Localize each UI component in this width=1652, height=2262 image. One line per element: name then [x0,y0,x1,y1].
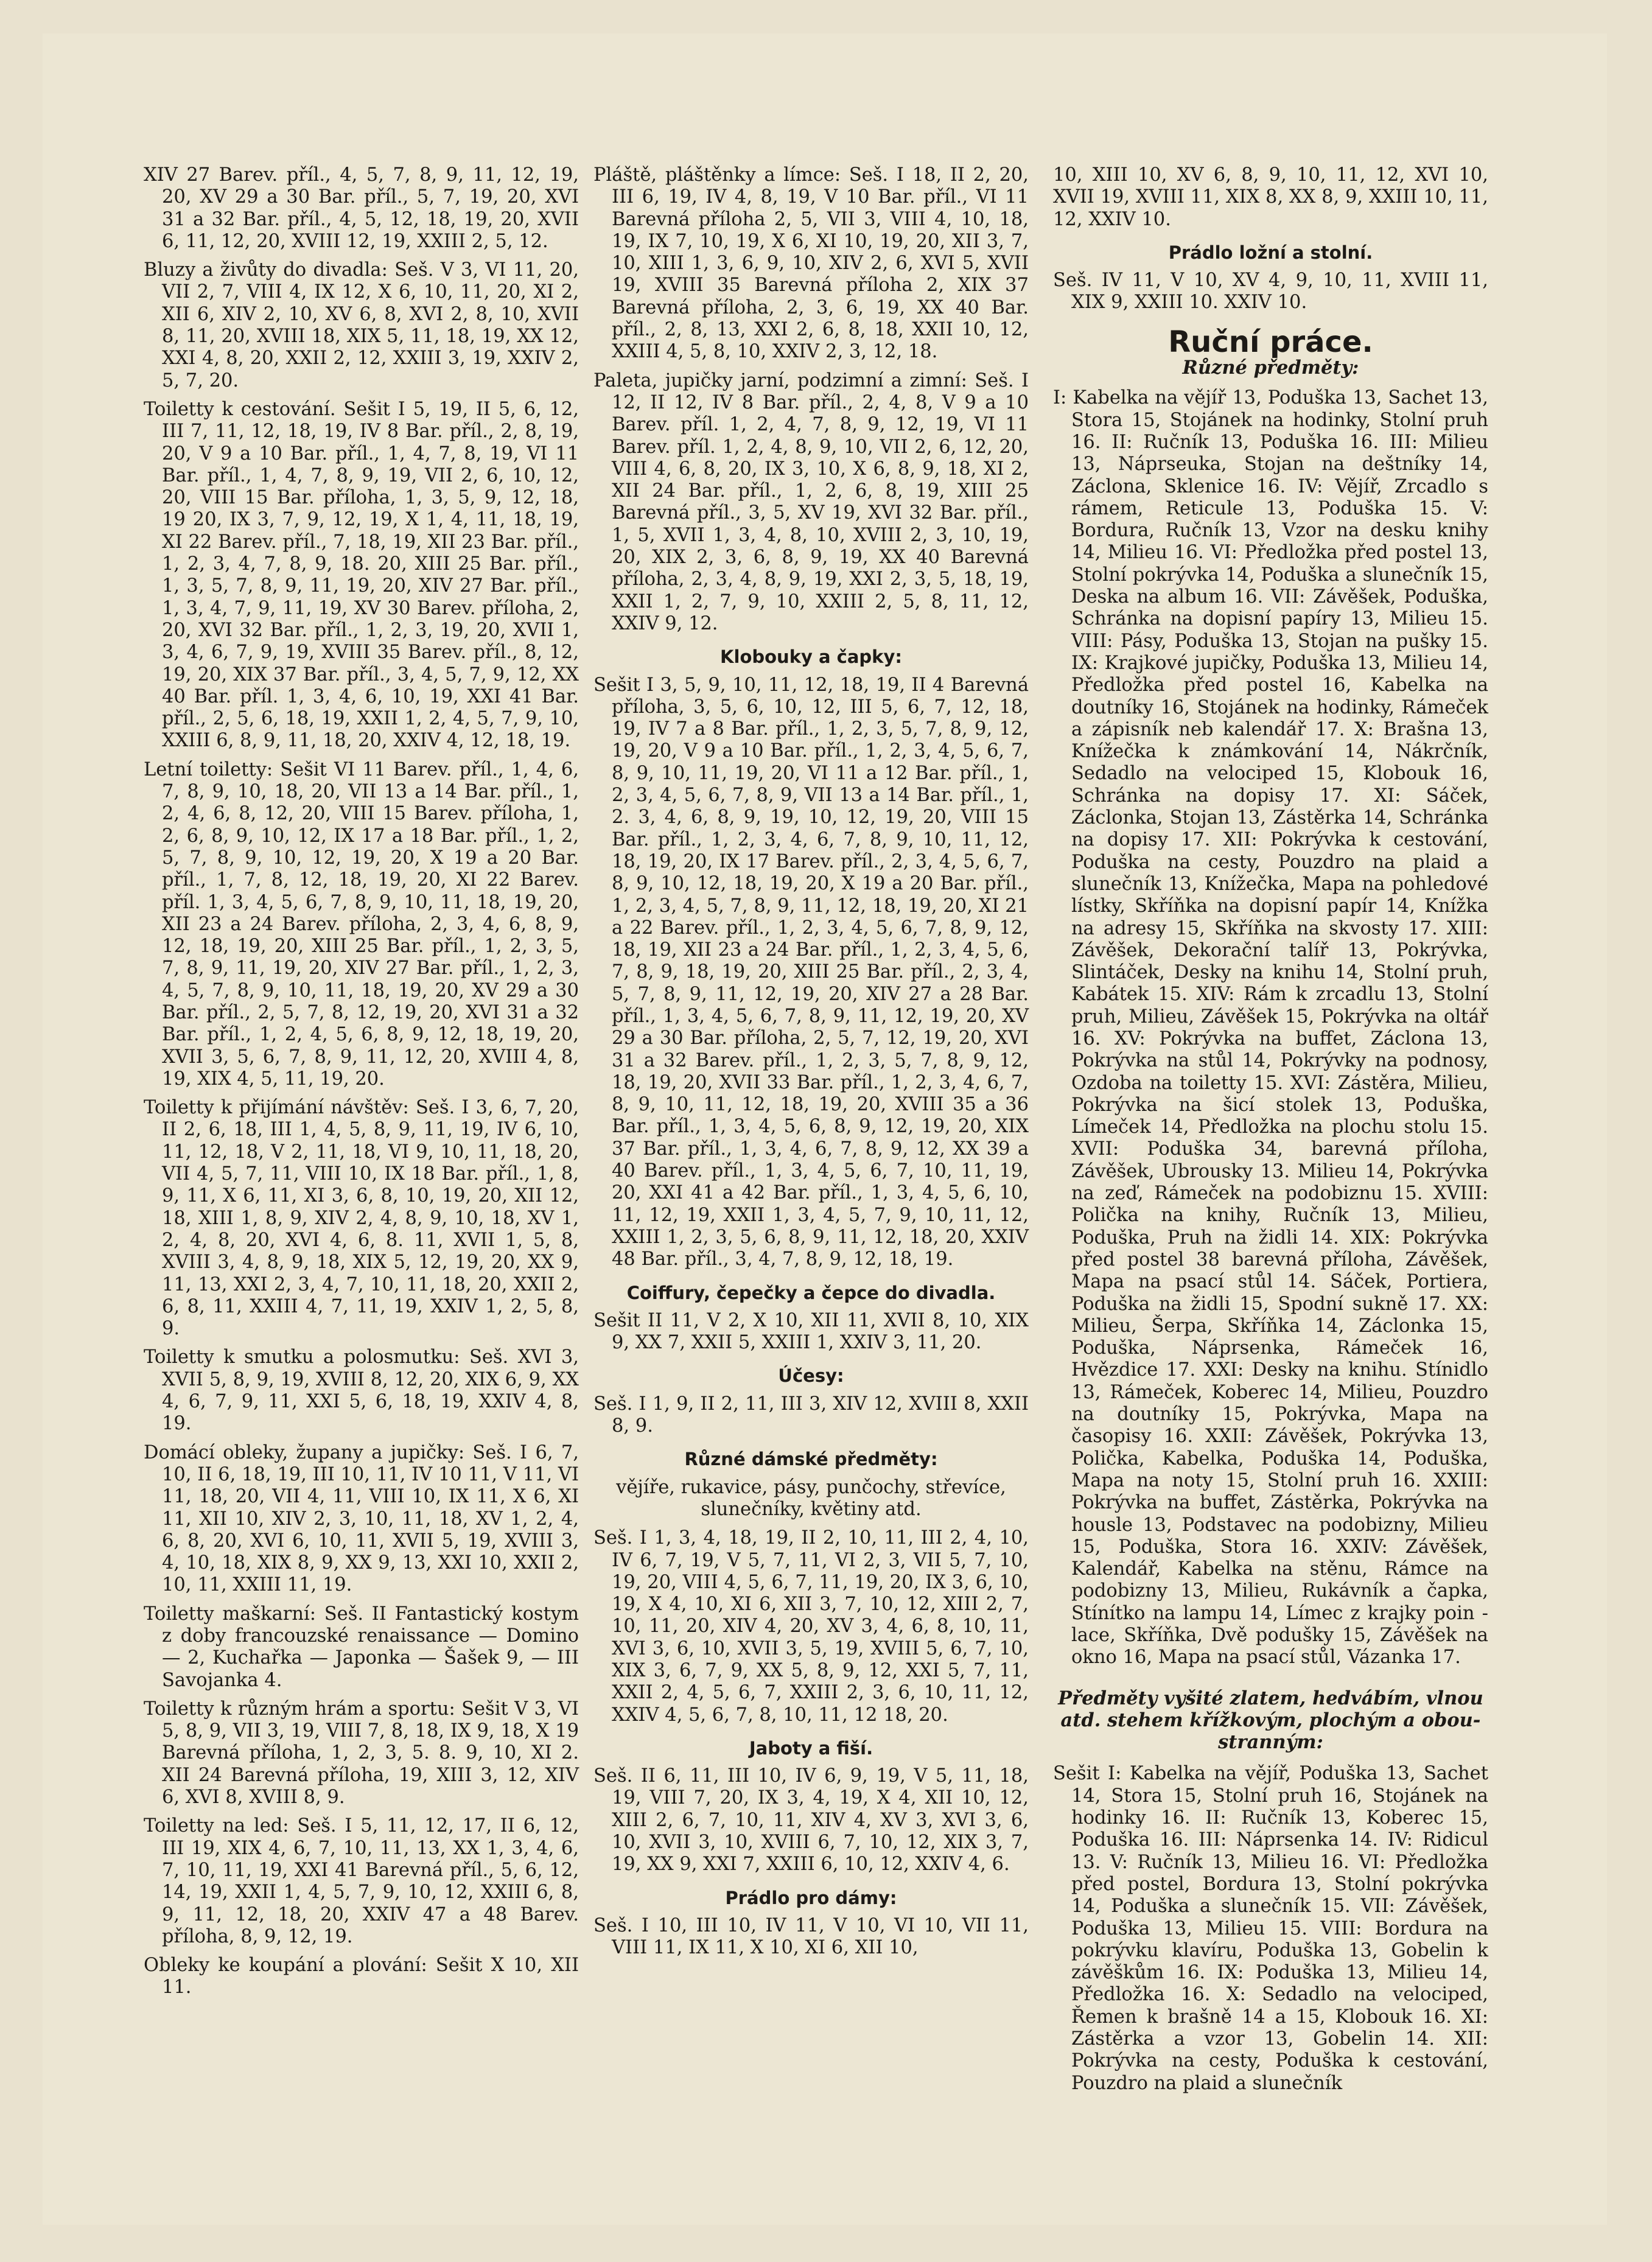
index-entry: Toiletty k přijímání návštěv: Seš. I 3, 6, 7, 20, II 2, 6, 18, III 1, 4, 5, 8, 9, 11, 19, IV 6, 10, 11, 12, 18, V 2, 11, 18, VI 9, 10, 11, 18, 20, VII 4, 5, 7, 11, VIII 10, IX 18 Bar. příl., 1, 8, 9, 11, X 6, 11, XI 3, 6, 8, 10, 19, 20, XII 12, 18, XIII 1, 8, 9, XIV 2, 4, 8, 9, 10, 18, XV 1, 2, 4, 8, 20, XVI 4, 6, 8. 11, XVII 1, 5, 8, XVIII 3, 4, 8, 9, 18, XIX 5, 12, 19, 20, XX 9, 11, 13, XXI 2, 3, 4, 7, 10, 11, 18, 20, XXII 2, 6, 8, 11, XXIII 4, 7, 11, 19, XXIV 1, 2, 5, 8, 9. [144,1097,579,1340]
section-heading-ucesy: Účesy: [778,1365,844,1387]
index-entry: Toiletty maškarní: Seš. II Fantastický kostym z doby francouzské renaissance — Domino — 2, Kuchařka — Japonka — Šašek 9, — III Savojanka 4. [144,1603,579,1691]
index-entry: Pláště, pláštěnky a límce: Seš. I 18, II 2, 20, III 6, 19, IV 4, 8, 19, V 10 Bar. příl., VI 11 Barevná příloha 2, 5, VII 3, VIII 4, 10, 18, 19, IX 7, 10, 19, X 6, XI 10, 19, 20, XII 3, 7, 10, XIII 1, 3, 6, 9, 10, XIV 2, 6, XVI 5, XVII 19, XVIII 35 Barevná příloha 2, XIX 37 Barevná příloha, 2, 3, 6, 19, XX 40 Bar. příl., 2, 8, 13, XXI 2, 6, 8, 18, XXII 10, 12, XXIII 4, 5, 8, 10, XXIV 2, 3, 12, 18. [593,164,1029,363]
index-entry: Sešit II 11, V 2, X 10, XII 11, XVII 8, 10, XIX 9, XX 7, XXII 5, XXIII 1, XXIV 3, 11, 20. [593,1309,1029,1354]
index-entry: Seš. IV 11, V 10, XV 4, 9, 10, 11, XVIII 11, XIX 9, XXIII 10. XXIV 10. [1053,270,1488,313]
section-heading-rucni-prace: Ruční práce. [1168,324,1373,359]
section-subtitle-vysite: Předměty vyšité zlatem, hedvábím, vlnou atd. stehem křížkovým, plochým a obou- stranným: [1058,1687,1483,1754]
index-page [43,33,1607,2225]
section-heading-klobouky: Klobouky a čapky: [720,646,902,668]
index-entry: 10, XIII 10, XV 6, 8, 9, 10, 11, 12, XVI 10, XVII 19, XVIII 11, XIX 8, XX 8, 9, XXIII 10, 11, 12, XXIV 10. [1053,164,1488,230]
section-subtitle: vějíře, rukavice, pásy, punčochy, střevíce, slunečníky, květiny atd. [616,1476,1006,1520]
index-entry: Seš. I 10, III 10, IV 11, V 10, VI 10, VII 11, VIII 11, IX 11, X 10, XI 6, XII 10, [593,1914,1029,1959]
index-entry: Toiletty k smutku a polosmutku: Seš. XVI 3, XVII 5, 8, 9, 19, XVIII 8, 12, 20, XIX 6, 9, XX 4, 6, 7, 9, 11, XXI 5, 6, 18, 19, XXIV 4, 8, 19. [144,1346,579,1435]
index-entry: Toiletty k cestování. Sešit I 5, 19, II 5, 6, 12, III 7, 11, 12, 18, 19, IV 8 Bar. příl., 2, 8, 19, 20, V 9 a 10 Bar. příl., 1, 4, 7, 8, 19, VI 11 Bar. příl., 1, 4, 7, 8, 9, 19, VII 2, 6, 10, 12, 20, VIII 15 Bar. příloha, 1, 3, 5, 9, 12, 18, 19 20, IX 3, 7, 9, 12, 19, X 1, 4, 11, 18, 19, XI 22 Barev. příl., 7, 18, 19, XII 23 Bar. příl., 1, 2, 3, 4, 7, 8, 9, 18. 20, XIII 25 Bar. příl., 1, 3, 5, 7, 8, 9, 11, 19, 20, XIV 27 Bar. příl., 1, 3, 4, 7, 9, 11, 19, XV 30 Barev. příloha, 2, 20, XVI 32 Bar. příl., 1, 2, 3, 19, 20, XVII 1, 3, 4, 6, 7, 9, 19, XVIII 35 Barev. příl., 8, 12, 19, 20, XIX 37 Bar. příl., 3, 4, 5, 7, 9, 12, XX 40 Bar. příl. 1, 3, 4, 6, 10, 19, XXI 41 Bar. příl., 2, 5, 6, 18, 19, XXII 1, 2, 4, 5, 7, 9, 10, XXIII 6, 8, 9, 11, 18, 20, XXIV 4, 12, 18, 19. [144,398,579,752]
index-entry: XIV 27 Barev. příl., 4, 5, 7, 8, 9, 11, 12, 19, 20, XV 29 a 30 Bar. příl., 5, 7, 19, 20, XVI 31 a 32 Bar. příl., 4, 5, 12, 18, 19, 20, XVII 6, 11, 12, 20, XVIII 12, 19, XXIII 2, 5, 12. [144,164,579,252]
section-heading-coiffury: Coiffury, čepečky a čepce do divadla. [626,1282,996,1303]
index-entry: Obleky ke koupání a plování: Sešit X 10, XII 11. [144,1955,579,1998]
column-middle [593,164,1029,1966]
index-entry: Toiletty na led: Seš. I 5, 11, 12, 17, II 6, 12, III 19, XIX 4, 6, 7, 10, 11, 13, XX 1, 3, 4, 6, 7, 10, 11, 19, XXI 41 Barevná příl., 5, 6, 12, 14, 19, XXII 1, 4, 5, 7, 9, 10, 12, XXIII 6, 8, 9, 11, 12, 18, 20, XXIV 47 a 48 Barev. příloha, 8, 9, 12, 19. [144,1815,579,1947]
section-heading-pradlo-lozni: Prádlo ložní a stolní. [1168,242,1373,263]
section-subtitle-ruzne: Různé předměty: [1182,357,1359,379]
index-entry: Domácí obleky, župany a jupičky: Seš. I 6, 7, 10, II 6, 18, 19, III 10, 11, IV 10 11, V 11, VI 11, 18, 20, VII 4, 11, VIII 10, IX 11, X 6, XI 11, XII 10, XIV 2, 3, 10, 11, 18, XV 1, 2, 4, 6, 8, 20, XVI 6, 10, 11, XVII 5, 19, XVIII 3, 4, 10, 18, XIX 8, 9, XX 9, 13, XXI 10, XXII 2, 10, 11, XXIII 11, 19. [144,1441,579,1596]
index-entry: Seš. I 1, 9, II 2, 11, III 3, XIV 12, XVIII 8, XXII 8, 9. [593,1393,1029,1437]
index-entry: Bluzy a živůty do divadla: Seš. V 3, VI 11, 20, VII 2, 7, VIII 4, IX 12, X 6, 10, 11, 20, XI 2, XII 6, XIV 2, 10, XV 6, 8, XVI 2, 8, 10, XVII 8, 11, 20, XVIII 18, XIX 5, 11, 18, 19, XX 12, XXI 4, 8, 20, XXII 2, 12, XXIII 3, 19, XXIV 2, 5, 7, 20. [144,259,579,391]
index-entry: Sešit I 3, 5, 9, 10, 11, 12, 18, 19, II 4 Barevná příloha, 3, 5, 6, 10, 12, III 5, 6, 7, 12, 18, 19, IV 7 a 8 Bar. příl., 1, 2, 3, 5, 7, 8, 9, 12, 19, 20, V 9 a 10 Bar. příl., 1, 2, 3, 4, 5, 6, 7, 8, 9, 10, 11, 19, 20, VI 11 a 12 Bar. příl., 1, 2, 3, 4, 5, 6, 7, 8, 9, VII 13 a 14 Bar. příl., 1, 2. 3, 4, 6, 8, 9, 19, 10, 12, 19, 20, VIII 15 Bar. příl., 1, 2, 3, 4, 6, 7, 8, 9, 10, 11, 12, 18, 19, 20, IX 17 Barev. příl., 2, 3, 4, 5, 6, 7, 8, 9, 10, 12, 18, 19, 20, X 19 a 20 Bar. příl., 1, 2, 3, 4, 5, 7, 8, 9, 11, 12, 18, 19, 20, XI 21 a 22 Barev. příl., 1, 2, 3, 4, 5, 6, 7, 8, 9, 12, 18, 19, XII 23 a 24 Bar. příl., 1, 2, 3, 4, 5, 6, 7, 8, 9, 18, 19, 20, XIII 25 Bar. příl., 2, 3, 4, 5, 7, 8, 9, 11, 12, 19, 20, XIV 27 a 28 Bar. příl., 1, 3, 4, 5, 6, 7, 8, 9, 11, 12, 19, 20, XV 29 a 30 Bar. příloha, 2, 5, 7, 12, 19, 20, XVI 31 a 32 Barev. příl., 1, 2, 3, 5, 7, 8, 9, 12, 18, 19, 20, XVII 33 Bar. příl., 1, 2, 3, 4, 6, 7, 8, 9, 10, 11, 12, 18, 19, 20, XVIII 35 a 36 Bar. příl., 1, 3, 4, 5, 6, 8, 9, 12, 19, 20, XIX 37 Bar. příl., 1, 3, 4, 6, 7, 8, 9, 12, XX 39 a 40 Barev. příl., 1, 3, 4, 5, 6, 7, 10, 11, 19, 20, XXI 41 a 42 Bar. příl., 1, 3, 4, 5, 6, 10, 11, 12, 19, XXII 1, 3, 4, 5, 7, 9, 10, 11, 12, XXIII 1, 2, 3, 5, 6, 8, 9, 11, 12, 18, 20, XXIV 48 Bar. příl., 3, 4, 7, 8, 9, 12, 18, 19. [593,674,1029,1270]
section-heading-pradlo-damy: Prádlo pro dámy: [725,1887,897,1908]
column-left [144,164,579,2006]
section-heading-damske: Různé dámské předměty: [684,1449,938,1470]
index-entry: Paleta, jupičky jarní, podzimní a zimní: Seš. I 12, II 12, IV 8 Bar. příl., 2, 4, 8, V 9 a 10 Barev. příl. 1, 2, 4, 7, 8, 9, 12, 19, VI 11 Barev. příl. 1, 2, 4, 8, 9, 10, VII 2, 6, 12, 20, VIII 4, 6, 8, 20, IX 3, 10, X 6, 8, 9, 18, XI 2, XII 24 Bar. příl., 1, 2, 6, 8, 19, XIII 25 Barevná příl., 3, 5, XV 19, XVI 32 Bar. příl., 1, 5, XVII 1, 3, 4, 8, 10, XVIII 2, 3, 10, 19, 20, XIX 2, 3, 6, 8, 9, 19, XX 40 Barevná příloha, 2, 3, 4, 8, 9, 19, XXI 2, 3, 5, 18, 19, XXII 1, 2, 7, 9, 10, XXIII 2, 5, 8, 11, 12, XXIV 9, 12. [593,369,1029,634]
index-entry: Letní toiletty: Sešit VI 11 Barev. příl., 1, 4, 6, 7, 8, 9, 10, 18, 20, VII 13 a 14 Bar. příl., 1, 2, 4, 6, 8, 12, 20, VIII 15 Barev. příloha, 1, 2, 6, 8, 9, 10, 12, IX 17 a 18 Bar. příl., 1, 2, 5, 7, 8, 9, 10, 12, 19, 20, X 19 a 20 Bar. příl., 1, 7, 8, 12, 18, 19, 20, XI 22 Barev. příl. 1, 3, 4, 5, 6, 7, 8, 9, 10, 11, 18, 19, 20, XII 23 a 24 Barev. příloha, 2, 3, 4, 6, 8, 9, 12, 18, 19, 20, XIII 25 Bar. příl., 1, 2, 3, 5, 7, 8, 9, 11, 19, 20, XIV 27 Bar. příl., 1, 2, 3, 4, 5, 7, 8, 9, 10, 11, 18, 19, 20, XV 29 a 30 Bar. příl., 2, 5, 7, 8, 12, 19, 20, XVI 31 a 32 Bar. příl., 1, 2, 4, 5, 6, 8, 9, 12, 18, 19, 20, XVII 3, 5, 6, 7, 8, 9, 11, 12, 20, XVIII 4, 8, 19, XIX 4, 5, 11, 19, 20. [144,758,579,1090]
column-right [1053,164,1488,2101]
index-entry: Toiletty k různým hrám a sportu: Sešit V 3, VI 5, 8, 9, VII 3, 19, VIII 7, 8, 18, IX 9, 18, X 19 Barevná příloha, 1, 2, 3, 5. 8. 9, 10, XI 2. XII 24 Barevná příloha, 19, XIII 3, 12, XIV 6, XVI 8, XVIII 8, 9. [144,1698,579,1809]
index-entry: Seš. II 6, 11, III 10, IV 6, 9, 19, V 5, 11, 18, 19, VIII 7, 20, IX 3, 4, 19, X 4, XII 10, 12, XIII 2, 6, 7, 10, 11, XIV 4, XV 3, XVI 3, 6, 10, XVII 3, 10, XVIII 6, 7, 10, 12, XIX 3, 7, 19, XX 9, XXI 7, XXIII 6, 10, 12, XXIV 4, 6. [593,1765,1029,1875]
index-entry: Seš. I 1, 3, 4, 18, 19, II 2, 10, 11, III 2, 4, 10, IV 6, 7, 19, V 5, 7, 11, VI 2, 3, VII 5, 7, 10, 19, 20, VIII 4, 5, 6, 7, 11, 19, 20, IX 3, 6, 10, 19, X 4, 10, XI 6, XII 3, 7, 10, 12, XIII 2, 7, 10, 11, 20, XIV 4, 20, XV 3, 4, 6, 8, 10, 11, XVI 3, 6, 10, XVII 3, 5, 19, XVIII 5, 6, 7, 10, XIX 3, 6, 7, 9, XX 5, 8, 9, 12, XXI 5, 7, 11, XXII 2, 4, 5, 6, 7, XXIII 2, 3, 6, 10, 11, 12, XXIV 4, 5, 6, 7, 8, 10, 11, 12 18, 20. [593,1527,1029,1726]
section-heading-jaboty: Jaboty a fiší. [749,1737,873,1759]
index-entry: I: Kabelka na vějíř 13, Poduška 13, Sachet 13, Stora 15, Stojánek na hodinky, Stolní pruh 16. II: Ručník 13, Poduška 16. III: Milieu 13, Náprseuka, Stojan na deštníky 14, Záclona, Sklenice 16. IV: Vějíř, Zrcadlo s rámem, Reticule 13, Poduška 15. V: Bordura, Ručník 13, Vzor na desku knihy 14, Milieu 16. VI: Předložka před postel 13, Stolní pokrývka 14, Poduška a slunečník 15, Deska na album 16. VII: Závěšek, Poduška, Schránka na dopisní papíry 13, Milieu 15. VIII: Pásy, Poduška 13, Stojan na pušky 15. IX: Krajkové jupičky, Poduška 13, Milieu 14, Předložka před postel 16, Kabelka na doutníky 16, Stojánek na hodinky, Rámeček a zápisník neb kalendář 17. X: Brašna 13, Knížečka k známkování 14, Nákrčník, Sedadlo na velociped 15, Klobouk 16, Schránka na dopisy 17. XI: Sáček, Záclonka, Stojan 13, Zástěrka 14, Schránka na dopisy 17. XII: Pokrývka k cestování, Poduška na cesty, Pouzdro na plaid a slunečník 13, Knížečka, Mapa na pohledové lístky, Skříňka na dopisní papír 14, Knížka na adresy 15, Skříňka na skvosty 17. XIII: Závěšek, Dekorační talíř 13, Pokrývka, Slintáček, Desky na knihu 14, Stolní pruh, Kabátek 15. XIV: Rám k zrcadlu 13, Stolní pruh, Milieu, Závěšek 15, Pokrývka na oltář 16. XV: Pokrývka na buffet, Záclona 13, Pokrývka na stůl 14, Pokrývky na podnosy, Ozdoba na toiletty 15. XVI: Zástěra, Milieu, Pokrývka na šicí stolek 13, Poduška, Límeček 14, Předložka na plochu stolu 15. XVII: Poduška 34, barevná příloha, Závěšek, Ubrousky 13. Milieu 14, Pokrývka na zeď, Rámeček na podobiznu 15. XVIII: Polička na knihy, Ručník 13, Milieu, Poduška, Pruh na židli 14. XIX: Pokrývka před postel 38 barevná příloha, Závěšek, Mapa na psací stůl 14. Sáček, Portiera, Poduška na židli 15, Spodní sukně 17. XX: Milieu, Šerpa, Skříňka 14, Záclonka 15, Poduška, Náprsenka, Rámeček 16, Hvězdice 17. XXI: Desky na knihu. Stínidlo 13, Rámeček, Koberec 14, Milieu, Pouzdro na doutníky 15, Pokrývka, Mapa na časopisy 16. XXII: Závěšek, Pokrývka 13, Polička, Kabelka, Poduška 14, Poduška, Mapa na noty 15, Stolní pruh 16. XXIII: Pokrývka na buffet, Zástěrka, Pokrývka na housle 13, Podstavec na podobizny, Milieu 15, Poduška, Stora 16. XXIV: Závěšek, Kalendář, Kabelka na stěnu, Rámce na podobizny 13, Milieu, Rukávník a čapka, Stínítko na lampu 14, Límec z krajky poin - lace, Skříňka, Dvě podušky 15, Závěšek na okno 16, Mapa na psací stůl, Vázanka 17. [1053,387,1488,1668]
index-entry: Sešit I: Kabelka na vějíř, Poduška 13, Sachet 14, Stora 15, Stolní pruh 16, Stojánek na hodinky 16. II: Ručník 13, Koberec 15, Poduška 16. III: Náprsenka 14. IV: Ridicul 13. V: Ručník 13, Milieu 16. VI: Předložka před postel, Bordura 13, Stolní pokrývka 14, Poduška a slunečník 15. VII: Závěšek, Poduška 13, Milieu 15. VIII: Bordura na pokrývku klavíru, Poduška 13, Gobelin k závěškům 16. IX: Poduška 13, Milieu 14, Předložka 16. X: Sedadlo na velociped, Řemen k brašně 14 a 15, Klobouk 16. XI: Zástěrka a vzor 13, Gobelin 14. XII: Pokrývka na cesty, Poduška k cestování, Pouzdro na plaid a slunečník [1053,1763,1488,2094]
